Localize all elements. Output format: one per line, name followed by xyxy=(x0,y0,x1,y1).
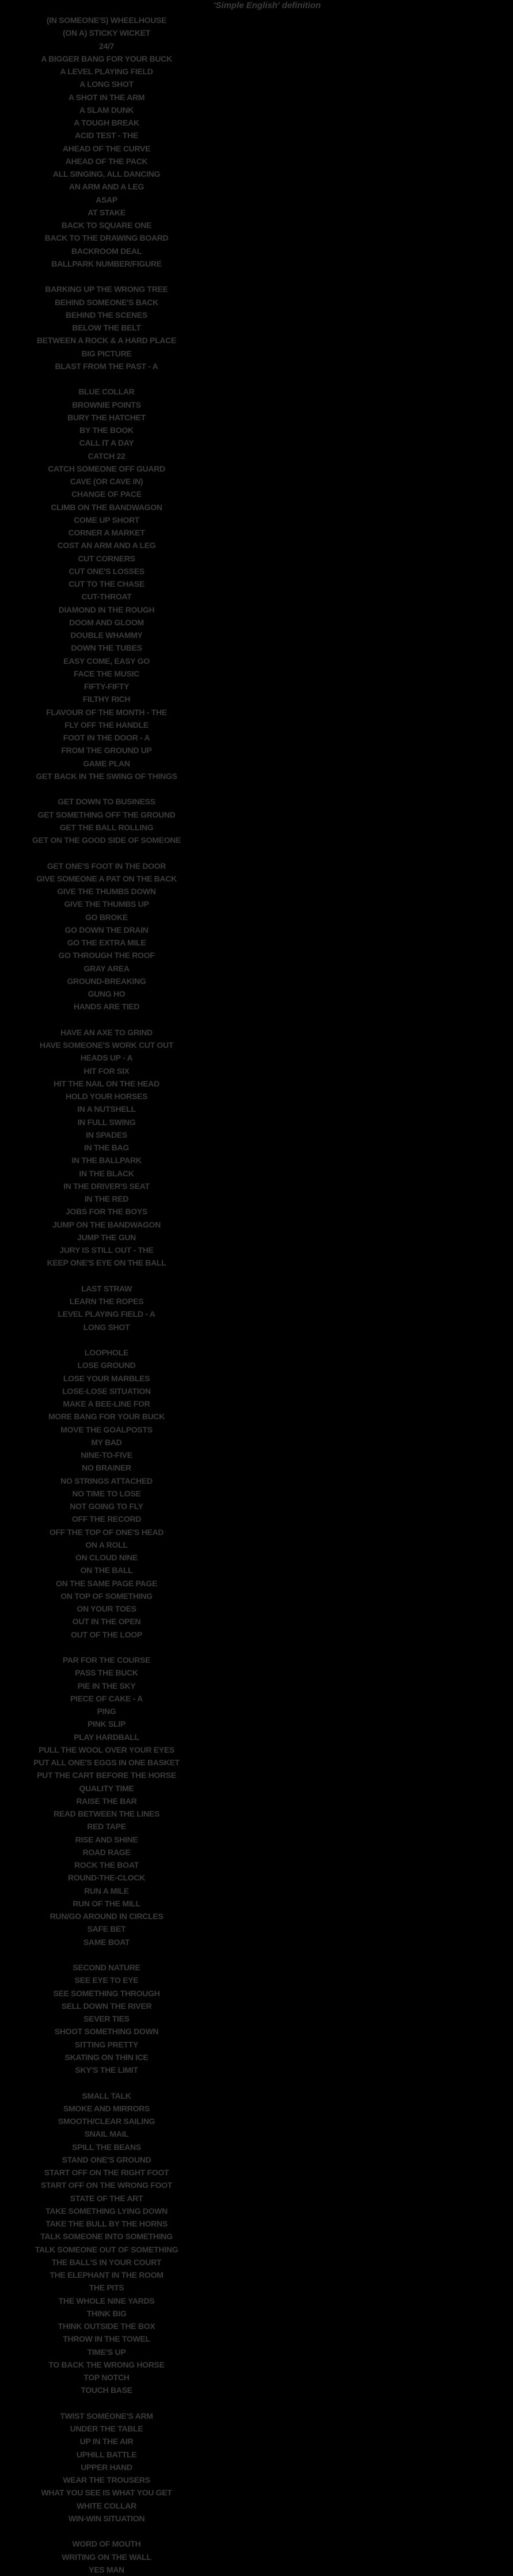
idiom-item: CORNER A MARKET xyxy=(68,528,145,537)
idiom-item: ON TOP OF SOMETHING xyxy=(60,1591,153,1601)
idiom-item: WHITE COLLAR xyxy=(77,2501,136,2510)
idiom-item: TAKE THE BULL BY THE HORNS xyxy=(45,2219,168,2228)
idiom-item: SKY'S THE LIMIT xyxy=(75,2065,138,2075)
idiom-item: FILTHY RICH xyxy=(82,694,131,704)
list-gap xyxy=(0,1270,213,1282)
idiom-item: WRITING ON THE WALL xyxy=(62,2552,151,2562)
idiom-item: GAME PLAN xyxy=(83,758,130,768)
idiom-item: TAKE SOMETHING LYING DOWN xyxy=(45,2206,168,2216)
list-gap xyxy=(0,2397,213,2410)
idiom-item: A BIGGER BANG FOR YOUR BUCK xyxy=(41,54,172,63)
idiom-item: THE ELEPHANT IN THE ROOM xyxy=(50,2270,164,2279)
idiom-item: GIVE THE THUMBS DOWN xyxy=(57,887,156,896)
idiom-item: DIAMOND IN THE ROUGH xyxy=(58,605,155,614)
idiom-item: TWIST SOMEONE'S ARM xyxy=(60,2411,153,2421)
idiom-item: ON CLOUD NINE xyxy=(75,1553,138,1562)
idiom-item: SELL DOWN THE RIVER xyxy=(61,2001,152,2011)
idiom-item: GET ON THE GOOD SIDE OF SOMEONE xyxy=(32,835,181,845)
idiom-item: BEHIND THE SCENES xyxy=(66,310,147,320)
idiom-item: PLAY HARDBALL xyxy=(74,1732,139,1742)
idiom-item: JUMP THE GUN xyxy=(77,1232,136,1242)
idiom-item: PING xyxy=(97,1707,116,1716)
idiom-item: PULL THE WOOL OVER YOUR EYES xyxy=(39,1745,174,1754)
idiom-item: SECOND NATURE xyxy=(73,1963,140,1972)
idiom-item: THINK OUTSIDE THE BOX xyxy=(58,2322,155,2331)
idiom-item: BURY THE HATCHET xyxy=(67,412,146,422)
idiom-item: SITTING PRETTY xyxy=(74,2039,139,2049)
idiom-item: BARKING UP THE WRONG TREE xyxy=(45,284,168,294)
list-gap xyxy=(0,2076,213,2089)
idiom-item: HEADS UP - A xyxy=(80,1053,133,1063)
idiom-item: THINK BIG xyxy=(86,2308,127,2318)
idiom-item: STATE OF THE ART xyxy=(70,2193,143,2203)
idiom-item: LAST STRAW xyxy=(81,1283,132,1293)
idiom-item: GET DOWN TO BUSINESS xyxy=(58,797,155,807)
list-gap xyxy=(0,846,213,859)
idiom-item: RED TAPE xyxy=(87,1822,126,1832)
idiom-item: BLUE COLLAR xyxy=(78,387,135,397)
idiom-item: IN FULL SWING xyxy=(77,1117,136,1127)
idiom-item: NOT GOING TO FLY xyxy=(70,1502,143,1511)
idiom-item: GO THROUGH THE ROOF xyxy=(58,951,155,960)
idiom-item: FLAVOUR OF THE MONTH - THE xyxy=(46,707,167,717)
idiom-item: LOOPHOLE xyxy=(84,1348,129,1357)
idiom-item: COME UP SHORT xyxy=(73,515,140,525)
list-gap xyxy=(0,373,213,385)
idiom-item: HANDS ARE TIED xyxy=(73,1002,140,1012)
idiom-item: LOSE-LOSE SITUATION xyxy=(62,1386,151,1396)
idiom-item: BALLPARK NUMBER/FIGURE xyxy=(51,259,162,268)
idiom-item: MORE BANG FOR YOUR BUCK xyxy=(48,1412,165,1422)
idiom-item: RISE AND SHINE xyxy=(75,1834,138,1844)
idiom-item: ROUND-THE-CLOCK xyxy=(68,1873,145,1883)
idiom-item: CUT TO THE CHASE xyxy=(69,579,145,588)
idiom-item: BLAST FROM THE PAST - A xyxy=(55,361,158,371)
idiom-item: NO TIME TO LOSE xyxy=(72,1488,141,1498)
idiom-item: BELOW THE BELT xyxy=(72,323,141,332)
idiom-item: AN ARM AND A LEG xyxy=(69,182,144,192)
idiom-item: GRAY AREA xyxy=(83,963,130,973)
idiom-item: LEARN THE ROPES xyxy=(69,1297,144,1306)
idiom-item: SEE SOMETHING THROUGH xyxy=(53,1988,160,1998)
idiom-item: RUN A MILE xyxy=(84,1886,129,1895)
idiom-item: GIVE THE THUMBS UP xyxy=(64,899,149,909)
idiom-item: STAND ONE'S GROUND xyxy=(62,2155,151,2164)
idiom-item: BEHIND SOMEONE'S BACK xyxy=(55,297,158,307)
idiom-item: SHOOT SOMETHING DOWN xyxy=(54,2027,159,2037)
idiom-item: PINK SLIP xyxy=(88,1719,126,1729)
idiom-item: PUT THE CART BEFORE THE HORSE xyxy=(37,1770,176,1780)
idiom-item: TO BACK THE WRONG HORSE xyxy=(48,2360,165,2369)
idiom-item: FACE THE MUSIC xyxy=(73,668,140,678)
idiom-item: JUMP ON THE BANDWAGON xyxy=(52,1219,161,1229)
idiom-item: OUT IN THE OPEN xyxy=(72,1617,141,1627)
idiom-item: HAVE SOMEONE'S WORK CUT OUT xyxy=(39,1040,174,1050)
idiom-item: THE WHOLE NINE YARDS xyxy=(58,2296,155,2305)
idiom-item: MY BAD xyxy=(91,1437,122,1447)
idiom-item: WORD OF MOUTH xyxy=(72,2539,141,2549)
idiom-item: TOP NOTCH xyxy=(83,2373,130,2382)
idiom-item: CUT ONE'S LOSSES xyxy=(69,566,145,576)
idiom-item: IN A NUTSHELL xyxy=(77,1104,136,1114)
idiom-item: SMOKE AND MIRRORS xyxy=(63,2103,150,2113)
idiom-item: AHEAD OF THE PACK xyxy=(65,156,148,166)
idiom-item: DOUBLE WHAMMY xyxy=(70,630,143,640)
idiom-item: A SHOT IN THE ARM xyxy=(68,92,145,102)
list-gap xyxy=(0,782,213,795)
idiom-item: FOOT IN THE DOOR - A xyxy=(63,733,150,742)
idiom-item: WIN-WIN SITUATION xyxy=(68,2513,145,2523)
idiom-item: BACK TO SQUARE ONE xyxy=(61,221,152,230)
idiom-item: ROCK THE BOAT xyxy=(74,1860,139,1870)
idiom-item: (ON A) STICKY WICKET xyxy=(63,28,150,38)
idiom-item: BETWEEN A ROCK & A HARD PLACE xyxy=(36,336,176,345)
idiom-item: BACK TO THE DRAWING BOARD xyxy=(44,233,169,243)
idiom-item: BY THE BOOK xyxy=(79,425,134,435)
idiom-item: MOVE THE GOALPOSTS xyxy=(60,1424,153,1434)
list-gap xyxy=(0,1948,213,1961)
idiom-item: OUT OF THE LOOP xyxy=(71,1629,142,1639)
idiom-item: ON YOUR TOES xyxy=(77,1604,136,1613)
idiom-item: IN THE BALLPARK xyxy=(71,1156,142,1165)
list-gap xyxy=(0,1641,213,1654)
idiom-item: UP IN THE AIR xyxy=(79,2437,134,2446)
idiom-item: SKATING ON THIN ICE xyxy=(64,2052,149,2062)
idiom-item: GET ONE'S FOOT IN THE DOOR xyxy=(47,861,166,871)
list-gap xyxy=(0,2525,213,2537)
idiom-list xyxy=(0,14,213,2576)
idiom-item: NO STRINGS ATTACHED xyxy=(60,1476,153,1485)
idiom-item: BACKROOM DEAL xyxy=(71,246,142,256)
idiom-item: READ BETWEEN THE LINES xyxy=(54,1809,159,1818)
idiom-item: SMOOTH/CLEAR SAILING xyxy=(58,2117,155,2126)
idiom-item: A TOUGH BREAK xyxy=(74,118,139,127)
idiom-item: EASY COME, EASY GO xyxy=(63,656,150,666)
idiom-item: CLIMB ON THE BANDWAGON xyxy=(51,502,162,512)
idiom-item: ON THE SAME PAGE PAGE xyxy=(56,1578,157,1588)
idiom-item: SAME BOAT xyxy=(83,1937,130,1947)
definition-column-title: 'Simple English' definition xyxy=(213,1,321,10)
idiom-item: IN THE BLACK xyxy=(79,1168,134,1178)
idiom-item: PIECE OF CAKE - A xyxy=(70,1693,143,1703)
idiom-item: RAISE THE BAR xyxy=(76,1796,137,1806)
idiom-item: BROWNIE POINTS xyxy=(72,400,141,409)
idiom-item: FIFTY-FIFTY xyxy=(83,682,130,691)
idiom-item: THE BALL'S IN YOUR COURT xyxy=(51,2257,162,2267)
idiom-item: CUT CORNERS xyxy=(78,553,135,563)
idiom-item: TALK SOMEONE OUT OF SOMETHING xyxy=(35,2244,178,2254)
idiom-item: HIT FOR SIX xyxy=(83,1066,130,1076)
idiom-item: START OFF ON THE WRONG FOOT xyxy=(40,2180,173,2190)
idiom-item: FROM THE GROUND UP xyxy=(61,746,152,755)
idiom-item: TIME'S UP xyxy=(87,2347,126,2357)
idiom-item: ON THE BALL xyxy=(80,1566,133,1575)
list-gap xyxy=(0,1013,213,1026)
idiom-item: ON A ROLL xyxy=(85,1540,128,1549)
idiom-item: THROW IN THE TOWEL xyxy=(63,2334,150,2344)
idiom-item: BIG PICTURE xyxy=(81,348,132,358)
idiom-item: SPILL THE BEANS xyxy=(72,2142,141,2152)
list-gap xyxy=(0,270,213,283)
idiom-item: WEAR THE TROUSERS xyxy=(63,2475,150,2484)
idiom-item: ROAD RAGE xyxy=(82,1847,131,1857)
idiom-item: ACID TEST - THE xyxy=(75,131,138,140)
idiom-item: DOOM AND GLOOM xyxy=(69,617,144,627)
idiom-item: COST AN ARM AND A LEG xyxy=(57,541,156,550)
idiom-item: LOSE YOUR MARBLES xyxy=(63,1373,150,1383)
idiom-item: SEE EYE TO EYE xyxy=(74,1975,139,1985)
idiom-item: KEEP ONE'S EYE ON THE BALL xyxy=(47,1258,166,1268)
idiom-item: LOSE GROUND xyxy=(77,1361,136,1370)
idiom-item: A LEVEL PLAYING FIELD xyxy=(60,67,153,76)
idiom-item: FLY OFF THE HANDLE xyxy=(64,720,149,730)
idiom-item: CATCH 22 xyxy=(88,451,126,461)
idiom-item: NINE-TO-FIVE xyxy=(81,1450,132,1460)
idiom-item: GIVE SOMEONE A PAT ON THE BACK xyxy=(36,873,177,883)
idiom-item: SEVER TIES xyxy=(83,2014,130,2023)
idiom-item: RUN OF THE MILL xyxy=(73,1898,140,1908)
idiom-item: THE PITS xyxy=(89,2283,124,2293)
idiom-item: HOLD YOUR HORSES xyxy=(66,1092,147,1101)
idiom-item: JURY IS STILL OUT - THE xyxy=(59,1245,154,1255)
idiom-item: CATCH SOMEONE OFF GUARD xyxy=(48,463,165,473)
idiom-item: IN THE BAG xyxy=(84,1143,129,1152)
idiom-item: CALL IT A DAY xyxy=(79,438,134,448)
idiom-item: A SLAM DUNK xyxy=(79,105,134,115)
idiom-item: IN THE DRIVER'S SEAT xyxy=(63,1181,150,1191)
idiom-item: YES MAN xyxy=(89,2564,124,2574)
idiom-item: ASAP xyxy=(96,195,117,204)
idiom-item: (IN SOMEONE'S) WHEELHOUSE xyxy=(46,16,167,25)
idiom-item: PIE IN THE SKY xyxy=(77,1681,136,1690)
idiom-item: A LONG SHOT xyxy=(79,79,134,89)
list-gap xyxy=(0,1333,213,1346)
idiom-item: SMALL TALK xyxy=(82,2091,131,2100)
idiom-item: SNAIL MAIL xyxy=(84,2129,129,2139)
idiom-item: ALL SINGING, ALL DANCING xyxy=(52,169,161,178)
idiom-item: TALK SOMEONE INTO SOMETHING xyxy=(40,2232,173,2241)
idiom-item: GROUND-BREAKING xyxy=(67,976,146,986)
idiom-item: SAFE BET xyxy=(87,1924,126,1934)
idiom-item: GET SOMETHING OFF THE GROUND xyxy=(37,810,176,819)
idiom-item: NO BRAINER xyxy=(82,1463,131,1473)
idiom-item: CHANGE OF PACE xyxy=(71,489,142,499)
idiom-item: PASS THE BUCK xyxy=(75,1668,138,1678)
idiom-item: GO THE EXTRA MILE xyxy=(67,938,146,947)
idiom-item: HAVE AN AXE TO GRIND xyxy=(60,1027,153,1037)
idiom-item: AT STAKE xyxy=(88,207,126,217)
idiom-item: RUN/GO AROUND IN CIRCLES xyxy=(50,1912,164,1921)
idiom-item: CUT-THROAT xyxy=(81,592,132,602)
idiom-item: GO DOWN THE DRAIN xyxy=(64,925,149,934)
idiom-item: CAVE (OR CAVE IN) xyxy=(70,477,143,486)
idiom-item: HIT THE NAIL ON THE HEAD xyxy=(54,1078,159,1088)
idiom-item: LEVEL PLAYING FIELD - A xyxy=(58,1309,155,1319)
idiom-item: LONG SHOT xyxy=(83,1322,130,1332)
idiom-item: WHAT YOU SEE IS WHAT YOU GET xyxy=(41,2488,172,2498)
idiom-item: PUT ALL ONE'S EGGS IN ONE BASKET xyxy=(33,1758,180,1767)
idiom-item: PAR FOR THE COURSE xyxy=(62,1655,151,1665)
idiom-item: IN SPADES xyxy=(86,1130,127,1139)
idiom-item: IN THE RED xyxy=(84,1194,129,1203)
idiom-item: AHEAD OF THE CURVE xyxy=(62,143,151,153)
idiom-item: UPHILL BATTLE xyxy=(76,2449,137,2459)
idiom-item: GO BROKE xyxy=(85,912,128,922)
idiom-item: GET THE BALL ROLLING xyxy=(59,822,154,832)
idiom-item: GET BACK IN THE SWING OF THINGS xyxy=(36,771,177,781)
idiom-item: JOBS FOR THE BOYS xyxy=(66,1207,147,1217)
idiom-item: OFF THE TOP OF ONE'S HEAD xyxy=(49,1527,164,1537)
idiom-item: UPPER HAND xyxy=(81,2462,132,2472)
idiom-item: OFF THE RECORD xyxy=(71,1514,142,1524)
idiom-item: GUNG HO xyxy=(88,989,126,998)
idiom-item: 24/7 xyxy=(98,41,115,51)
idiom-item: START OFF ON THE RIGHT FOOT xyxy=(44,2168,169,2177)
idiom-item: TOUCH BASE xyxy=(81,2385,132,2395)
idiom-item: MAKE A BEE-LINE FOR xyxy=(63,1399,150,1408)
idiom-item: QUALITY TIME xyxy=(79,1783,134,1793)
idiom-item: UNDER THE TABLE xyxy=(70,2424,143,2433)
idiom-item: DOWN THE TUBES xyxy=(71,643,142,653)
